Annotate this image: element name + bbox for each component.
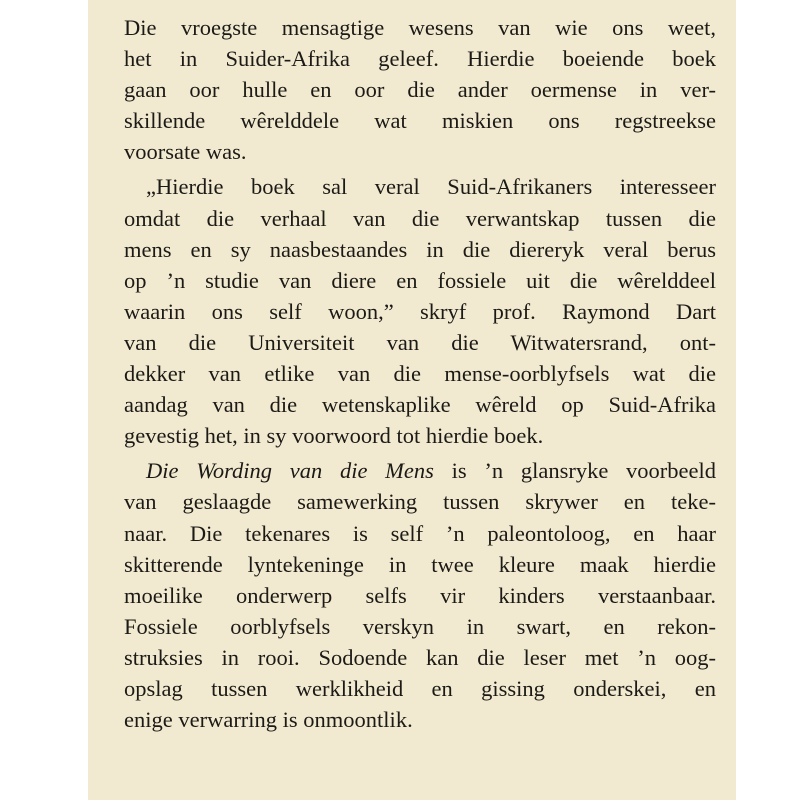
paragraph-2 (124, 171, 716, 451)
text-line: van die Universiteit van die Witwatersrand, ont- (124, 329, 716, 355)
text-line: van geslaagde samewerking tussen skrywer en teke- (124, 489, 716, 515)
book-title: Die Wording van die Mens (146, 458, 434, 484)
book-page-scan (88, 0, 736, 800)
text-line: voorsate was. (124, 139, 247, 165)
lead-rest: is ’n glansryke voorbeeld (433, 458, 716, 484)
text-line: naar. Die tekenares is self ’n paleontoloog, en haar (124, 520, 716, 546)
text-line: opslag tussen werklikheid en gissing onderskei, en (124, 675, 716, 701)
text-line: skitterende lyntekeninge in twee kleure maak hierdie (124, 551, 716, 577)
body-text (124, 12, 716, 735)
text-line-lead (124, 455, 716, 486)
paragraph-3 (124, 455, 716, 735)
paragraph-1 (124, 12, 716, 167)
text-line: het in Suider-Afrika geleef. Hierdie boeiende boek (124, 46, 716, 72)
text-line: Die vroegste mensagtige wesens van wie ons weet, (124, 15, 716, 40)
text-line: struksies in rooi. Sodoende kan die leser met ’n oog- (124, 644, 716, 670)
text-line: skillende wêrelddele wat miskien ons regstreekse (124, 108, 716, 134)
text-line: mens en sy naasbestaandes in die diereryk veral berus (124, 236, 716, 262)
text-line: moeilike onderwerp selfs vir kinders verstaanbaar. (124, 582, 716, 608)
text-line: enige verwarring is onmoontlik. (124, 707, 413, 733)
text-line: dekker van etlike van die mense-oorblyfsels wat die (124, 361, 716, 387)
text-line: waarin ons self woon,” skryf prof. Raymond Dart (124, 298, 716, 324)
text-line: aandag van die wetenskaplike wêreld op Suid-Afrika (124, 392, 716, 418)
text-line: Fossiele oorblyfsels verskyn in swart, en rekon- (124, 613, 716, 639)
text-line: gevestig het, in sy voorwoord tot hierdie boek. (124, 423, 544, 449)
text-line: gaan oor hulle en oor die ander oermense in ver- (124, 77, 716, 103)
text-line: „Hierdie boek sal veral Suid-Afrikaners interesseer (146, 174, 716, 200)
text-line: op ’n studie van diere en fossiele uit die wêrelddeel (124, 267, 716, 293)
text-line: omdat die verhaal van die verwantskap tussen die (124, 205, 716, 231)
